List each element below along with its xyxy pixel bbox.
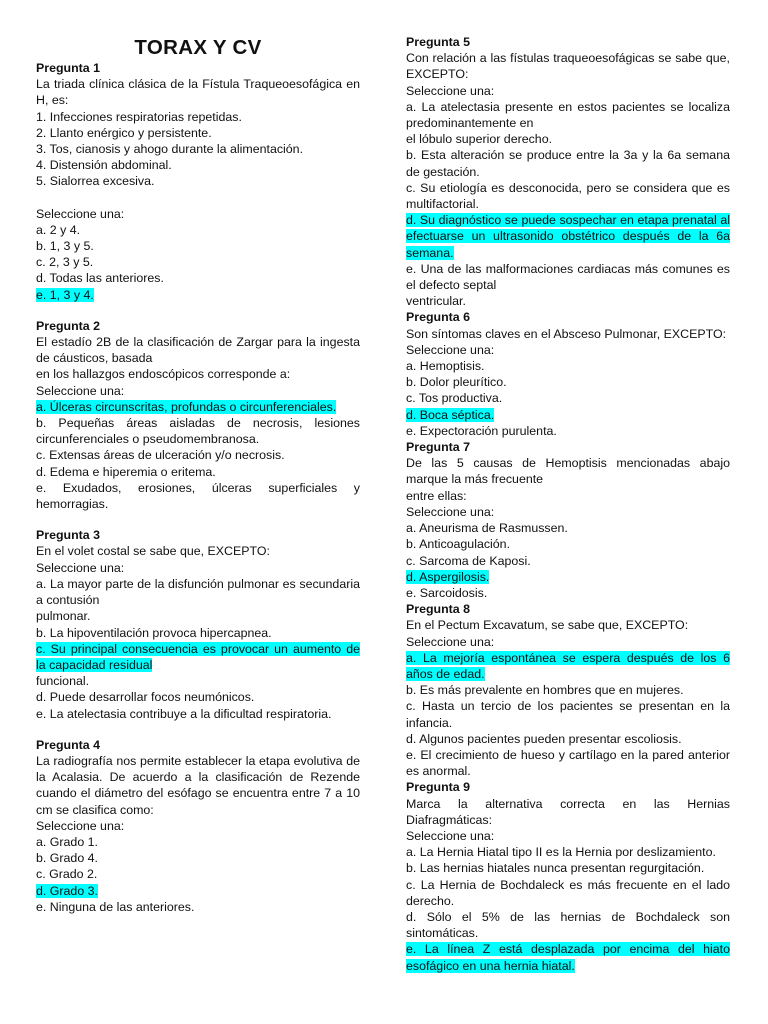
answer-highlight-text: d. Su diagnóstico se puede sospechar en etapa prenatal al efectuarse un ultrasonido obstétrico después de la 6a semana. — [406, 213, 730, 260]
line-text: c. Sarcoma de Kaposi. — [406, 553, 531, 568]
question-header: Pregunta 1 — [36, 61, 101, 75]
line-text: e. La atelectasia contribuye a la dificultad respiratoria. — [36, 706, 332, 721]
question-line — [406, 293, 730, 309]
left-question-list — [36, 60, 360, 915]
question-line — [406, 147, 730, 179]
line-text: Marca la alternativa correcta en las Hernias Diafragmáticas: — [406, 796, 730, 827]
question-block — [406, 309, 730, 439]
question-line — [406, 617, 730, 633]
question-line — [36, 157, 360, 173]
question-line — [36, 850, 360, 866]
question-line — [406, 342, 730, 358]
line-text: a. Grado 1. — [36, 834, 98, 849]
question-line — [406, 731, 730, 747]
question-line — [406, 698, 730, 730]
highlighted-answer — [406, 650, 730, 682]
question-line — [406, 423, 730, 439]
question-line — [406, 390, 730, 406]
question-line — [36, 141, 360, 157]
question-line — [406, 83, 730, 99]
line-text: d. Todas las anteriores. — [36, 271, 164, 286]
question-line — [36, 173, 360, 189]
line-text: 5. Sialorrea excesiva. — [36, 174, 155, 189]
question-line — [36, 753, 360, 818]
question-line — [36, 447, 360, 463]
question-line — [406, 536, 730, 552]
line-text: e. El crecimiento de hueso y cartílago en la pared anterior es anormal. — [406, 747, 730, 779]
line-text: b. Las hernias hiatales nunca presentan regurgitación. — [406, 861, 705, 876]
line-text: Con relación a las fístulas traqueoesofágicas se sabe que, EXCEPTO: — [406, 51, 730, 82]
question-header: Pregunta 4 — [36, 737, 101, 752]
line-text: Seleccione una: — [406, 828, 495, 843]
question-block — [36, 318, 360, 512]
question-block — [406, 439, 730, 601]
line-text: En el volet costal se sabe que, EXCEPTO: — [36, 544, 270, 559]
question-line — [36, 706, 360, 722]
highlighted-answer — [36, 883, 360, 899]
highlighted-answer — [36, 641, 360, 673]
highlighted-answer — [406, 407, 730, 423]
line-text: c. Extensas áreas de ulceración y/o necrosis. — [36, 448, 285, 463]
highlighted-answer — [406, 569, 730, 585]
line-text: Seleccione una: — [36, 818, 125, 833]
line-text: en los hallazgos endoscópicos corresponde a: — [36, 367, 291, 382]
question-line — [36, 608, 360, 624]
line-text: b. Esta alteración se produce entre la 3a y la 6a semana de gestación. — [406, 148, 730, 179]
question-line — [36, 383, 360, 399]
line-text: b. Anticoagulación. — [406, 537, 511, 552]
line-text: Seleccione una: — [406, 83, 495, 98]
line-text: Seleccione una: — [406, 342, 495, 357]
question-line — [406, 520, 730, 536]
question-block — [406, 601, 730, 779]
question-line — [406, 909, 730, 941]
line-text: c. Hasta un tercio de los pacientes se presentan en la infancia. — [406, 699, 730, 730]
line-text: d. Algunos pacientes pueden presentar escoliosis. — [406, 731, 682, 746]
answer-highlight-text: c. Su principal consecuencia es provocar un aumento de la capacidad residual — [36, 641, 360, 672]
answer-highlight-text: d. Boca séptica. — [406, 407, 495, 422]
line-text: entre ellas: — [406, 488, 467, 503]
answer-highlight-text: d. Grado 3. — [36, 883, 98, 898]
question-line — [406, 455, 730, 487]
line-text: funcional. — [36, 674, 90, 689]
question-line — [36, 464, 360, 480]
question-line — [406, 860, 730, 876]
question-line — [36, 109, 360, 125]
question-line — [406, 504, 730, 520]
line-text: c. Tos productiva. — [406, 391, 503, 406]
question-line — [406, 374, 730, 390]
question-block — [406, 779, 730, 973]
line-text: El estadío 2B de la clasificación de Zargar para la ingesta de cáusticos, basada — [36, 335, 360, 366]
question-header: Pregunta 3 — [36, 528, 101, 543]
question-line — [406, 50, 730, 82]
question-block — [406, 34, 730, 309]
question-line — [406, 553, 730, 569]
line-text: e. Expectoración purulenta. — [406, 423, 557, 438]
line-text: Seleccione una: — [36, 383, 125, 398]
right-question-list — [406, 34, 730, 974]
question-header: Pregunta 2 — [36, 318, 101, 333]
right-column — [406, 34, 730, 974]
line-text: La triada clínica clásica de la Fístula Traqueoesofágica en H, es: — [36, 77, 360, 108]
question-line — [406, 488, 730, 504]
question-line — [36, 625, 360, 641]
question-line — [406, 828, 730, 844]
question-line — [36, 254, 360, 270]
line-text: e. Ninguna de las anteriores. — [36, 899, 195, 914]
question-line — [36, 366, 360, 382]
question-header: Pregunta 8 — [406, 602, 471, 617]
line-text: d. Puede desarrollar focos neumónicos. — [36, 690, 255, 705]
line-text: b. Dolor pleurítico. — [406, 375, 507, 390]
line-text: b. Pequeñas áreas aisladas de necrosis, lesiones circunferenciales o pseudomembranosa. — [36, 416, 360, 447]
line-text: e. Sarcoidosis. — [406, 585, 488, 600]
line-text: Seleccione una: — [406, 504, 495, 519]
line-text: c. 2, 3 y 5. — [36, 255, 94, 270]
answer-highlight-text: d. Aspergilosis. — [406, 569, 490, 584]
line-text: e. Una de las malformaciones cardiacas más comunes es el defecto septal — [406, 261, 730, 293]
question-line — [406, 358, 730, 374]
answer-highlight-text: a. La mejoría espontánea se espera después de los 6 años de edad. — [406, 650, 730, 681]
highlighted-answer — [406, 941, 730, 973]
line-text: a. La atelectasia presente en estos pacientes se localiza predominantemente en — [406, 99, 730, 131]
line-text: 3. Tos, cianosis y ahogo durante la alimentación. — [36, 142, 304, 157]
question-line — [36, 206, 360, 222]
question-line — [406, 585, 730, 601]
question-line — [36, 270, 360, 286]
question-line — [36, 576, 360, 608]
line-text: d. Sólo el 5% de las hernias de Bochdaleck son sintomáticas. — [406, 909, 730, 941]
question-line — [406, 326, 730, 342]
question-line — [406, 131, 730, 147]
question-line — [36, 334, 360, 366]
highlighted-answer — [36, 287, 360, 303]
question-line — [406, 634, 730, 650]
question-line — [36, 689, 360, 705]
question-block — [36, 60, 360, 303]
line-text: 4. Distensión abdominal. — [36, 158, 172, 173]
line-text: e. Exudados, erosiones, úlceras superficiales y hemorragias. — [36, 480, 360, 512]
question-line — [36, 673, 360, 689]
highlighted-answer — [406, 212, 730, 261]
line-text: pulmonar. — [36, 609, 91, 624]
question-block — [36, 527, 360, 721]
line-text: Seleccione una: — [406, 634, 495, 649]
question-line — [406, 796, 730, 828]
line-text: c. Grado 2. — [36, 867, 98, 882]
line-text: 1. Infecciones respiratorias repetidas. — [36, 109, 242, 124]
line-text: b. Grado 4. — [36, 851, 98, 866]
line-text: a. La mayor parte de la disfunción pulmonar es secundaria a contusión — [36, 576, 360, 608]
line-text: b. 1, 3 y 5. — [36, 239, 94, 254]
question-line — [36, 415, 360, 447]
line-text: a. La Hernia Hiatal tipo II es la Hernia por deslizamiento. — [406, 845, 716, 860]
question-line — [406, 682, 730, 698]
left-column — [36, 36, 360, 930]
line-text: a. Hemoptisis. — [406, 359, 485, 374]
line-text: a. Aneurisma de Rasmussen. — [406, 521, 568, 536]
line-text: c. Su etiología es desconocida, pero se considera que es multifactorial. — [406, 180, 730, 212]
question-line — [36, 818, 360, 834]
question-line — [406, 747, 730, 779]
line-text: d. Edema e hiperemia o eritema. — [36, 464, 216, 479]
question-header: Pregunta 6 — [406, 310, 471, 325]
question-line — [36, 560, 360, 576]
question-line — [36, 125, 360, 141]
line-text: c. La Hernia de Bochdaleck es más frecuente en el lado derecho. — [406, 877, 730, 908]
line-text: ventricular. — [406, 294, 466, 309]
blank-line — [36, 190, 360, 206]
answer-highlight-text: e. La línea Z está desplazada por encima del hiato esofágico en una hernia hiatal. — [406, 942, 730, 973]
question-line — [36, 899, 360, 915]
document-title: TORAX Y CV — [134, 36, 262, 59]
line-text: 2. Llanto enérgico y persistente. — [36, 125, 212, 140]
line-text: a. 2 y 4. — [36, 222, 81, 237]
question-line — [36, 480, 360, 512]
line-text: En el Pectum Excavatum, se sabe que, EXCEPTO: — [406, 618, 689, 633]
line-text: Seleccione una: — [36, 206, 125, 221]
line-text: b. Es más prevalente en hombres que en mujeres. — [406, 683, 684, 698]
question-block — [36, 737, 360, 915]
line-text: La radiografía nos permite establecer la etapa evolutiva de la Acalasia. De acuerdo a la clasificación de Rezende cuando el diámetro del esófago se encuentra entre 7 a 10 cm se clasifica como: — [36, 753, 360, 817]
question-line — [36, 238, 360, 254]
line-text: el lóbulo superior derecho. — [406, 132, 553, 147]
line-text: Son síntomas claves en el Absceso Pulmonar, EXCEPTO: — [406, 326, 727, 341]
question-line — [36, 76, 360, 108]
question-line — [36, 543, 360, 559]
question-line — [406, 877, 730, 909]
question-line — [406, 261, 730, 293]
question-line — [36, 834, 360, 850]
line-text: De las 5 causas de Hemoptisis mencionadas abajo marque la más frecuente — [406, 456, 730, 487]
highlighted-answer — [36, 399, 360, 415]
question-header: Pregunta 9 — [406, 780, 471, 795]
question-line — [406, 844, 730, 860]
question-line — [36, 222, 360, 238]
line-text: Seleccione una: — [36, 560, 125, 575]
question-header: Pregunta 5 — [406, 35, 471, 49]
question-line — [406, 180, 730, 212]
line-text: b. La hipoventilación provoca hipercapnea. — [36, 625, 272, 640]
question-header: Pregunta 7 — [406, 440, 471, 455]
answer-highlight-text: a. Úlceras circunscritas, profundas o circunferenciales. — [36, 399, 337, 414]
answer-highlight-text: e. 1, 3 y 4. — [36, 287, 94, 302]
question-line — [406, 99, 730, 131]
question-line — [36, 866, 360, 882]
